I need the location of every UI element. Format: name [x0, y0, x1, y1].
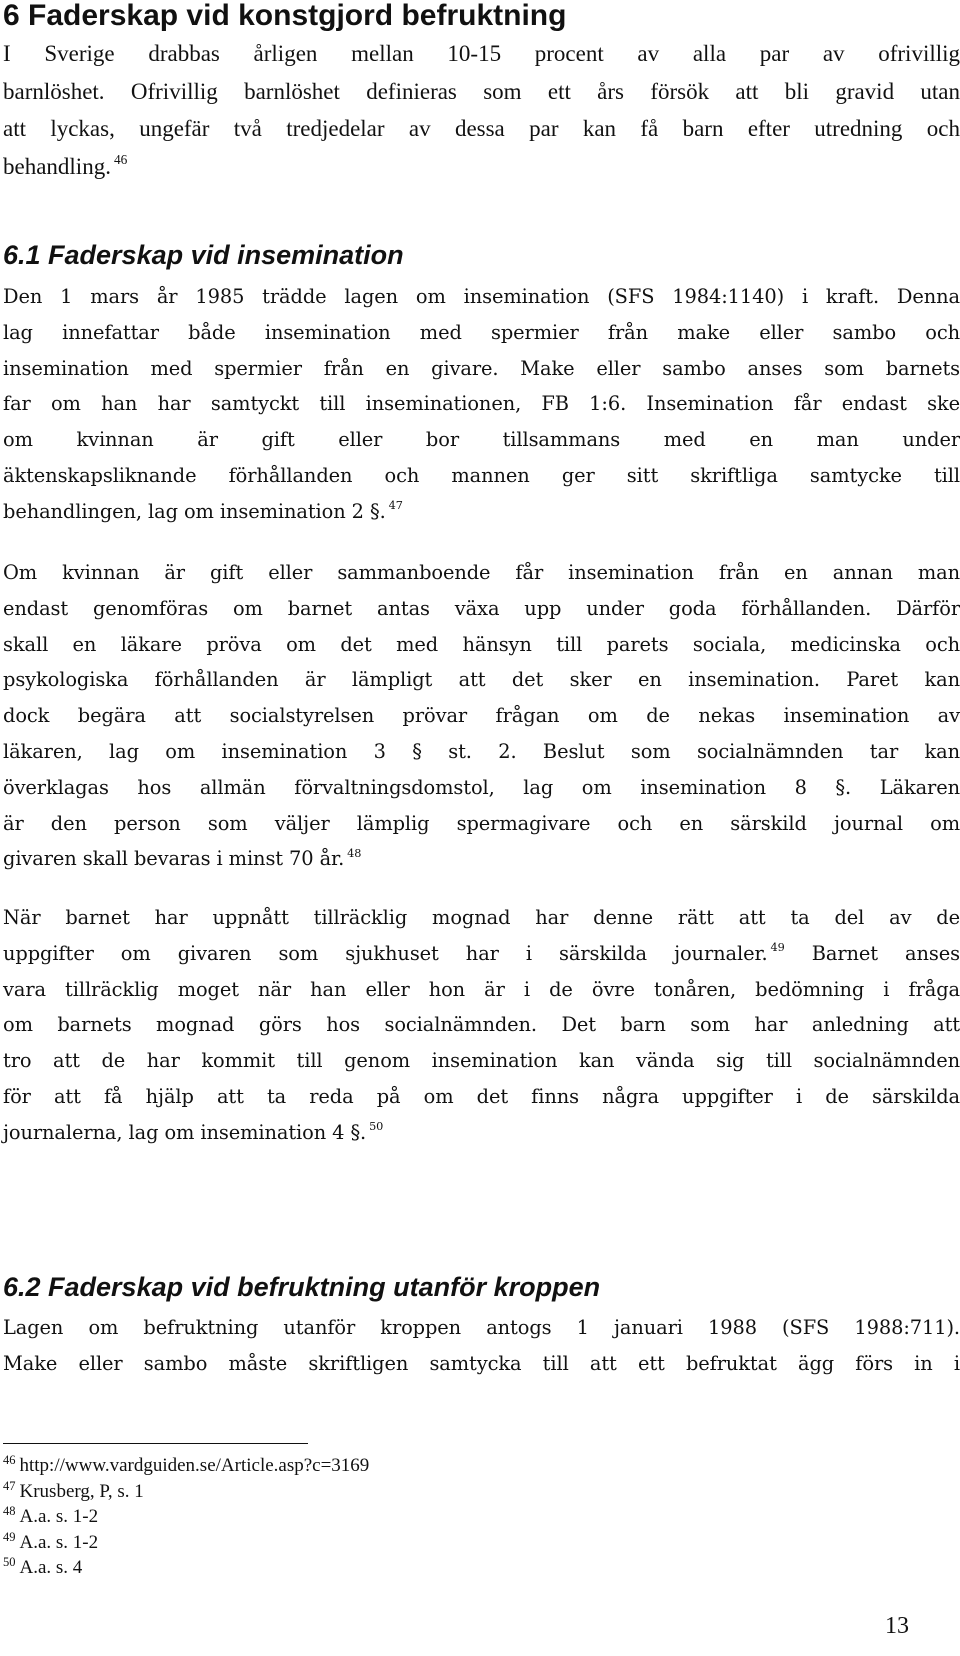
text-line: psykologiska förhållanden är lämpligt att det sker en insemination. Paret kan: [3, 668, 960, 692]
text-line: dock begära att socialstyrelsen prövar frågan om de nekas insemination av: [3, 704, 960, 728]
text-line: [3, 1115, 960, 1151]
text-line: äktenskapsliknande förhållanden och mannen ger sitt skriftliga samtycke till: [3, 463, 960, 487]
footnote-number: 49: [3, 1529, 16, 1544]
footnote-reference: 48: [347, 846, 362, 860]
text-line: [3, 841, 960, 877]
section-heading-6-2: 6.2 Faderskap vid befruktning utanför kroppen: [3, 1272, 601, 1302]
footnote-reference: 47: [388, 499, 403, 513]
text-line: Den 1 mars år 1985 trädde lagen om insemination (SFS 1984:1140) i kraft. Denna: [3, 285, 960, 308]
text-line: [3, 148, 960, 186]
footnote-text: http://www.vardguiden.se/Article.asp?c=3169: [19, 1455, 370, 1476]
text-line: I Sverige drabbas årligen mellan 10-15 procent av alla par av ofrivillig: [3, 41, 960, 66]
footnote: [3, 1504, 369, 1530]
text-line: om kvinnan är gift eller bor tillsammans med en man under: [3, 428, 960, 452]
footnote: [3, 1453, 369, 1479]
text-line: insemination med spermier från en givare. Make eller sambo anses som barnets: [3, 356, 960, 380]
intro-paragraph: [3, 35, 960, 185]
text-line: endast genomföras om barnet antas växa upp under goda förhållanden. Därför: [3, 596, 960, 620]
text-line: läkaren, lag om insemination 3 § st. 2. Beslut som socialnämnden tar kan: [3, 739, 960, 763]
chapter-heading: 6 Faderskap vid konstgjord befruktning: [3, 0, 567, 32]
text-line: om barnets mognad görs hos socialnämnden. Det barn som har anledning att: [3, 1013, 960, 1037]
footnote: [3, 1479, 369, 1505]
footnote-number: 50: [3, 1555, 16, 1569]
section-heading-6-1: 6.1 Faderskap vid insemination: [3, 240, 404, 270]
text-line: far om han har samtyckt till inseminationen, FB 1:6. Insemination får endast ske: [3, 392, 960, 416]
footnote-text: A.a. s. 1-2: [19, 1506, 99, 1527]
text-line-content: givaren skall bevaras i minst 70 år.: [3, 847, 345, 871]
footnote-reference: 50: [369, 1120, 384, 1134]
text-line: Om kvinnan är gift eller sammanboende får insemination från en annan man: [3, 561, 960, 584]
text-line-start: uppgifter om givaren som sjukhuset har i särskilda journaler.: [3, 941, 768, 965]
footnote: [3, 1555, 369, 1581]
footnotes: [3, 1453, 369, 1581]
text-line-content: behandling.: [3, 153, 111, 179]
insemination-paragraph-3: [3, 900, 960, 1151]
footnote-text: Krusberg, P, s. 1: [19, 1480, 144, 1502]
page-number: 13: [885, 1613, 909, 1639]
footnote-text: A.a. s. 4: [19, 1557, 83, 1578]
text-line-content: journalerna, lag om insemination 4 §.: [3, 1120, 367, 1144]
text-line: [3, 494, 960, 530]
footnote-number: 48: [3, 1504, 16, 1518]
text-line: tro att de har kommit till genom insemination kan vända sig till socialnämnden: [3, 1049, 960, 1073]
text-line: Make eller sambo måste skriftligen samtycka till att ett befruktat ägg förs in i: [3, 1351, 960, 1375]
text-line: överklagas hos allmän förvaltningsdomstol, lag om insemination 8 §. Läkaren: [3, 775, 960, 799]
text-line: vara tillräcklig moget när han eller hon är i de övre tonåren, bedömning i fråga: [3, 977, 960, 1001]
text-line: för att få hjälp att ta reda på om det finns några uppgifter i de särskilda: [3, 1084, 960, 1108]
text-line: [3, 936, 960, 972]
footnote: [3, 1530, 369, 1556]
text-line: lag innefattar både insemination med spermier från make eller sambo och: [3, 320, 960, 344]
text-line-end: Barnet anses: [811, 941, 960, 965]
insemination-paragraph-1: [3, 279, 960, 530]
text-line: Lagen om befruktning utanför kroppen antogs 1 januari 1988 (SFS 1988:711).: [3, 1316, 960, 1339]
text-line: är den person som väljer lämplig spermagivare och en särskild journal om: [3, 811, 960, 835]
text-line-content: behandlingen, lag om insemination 2 §.: [3, 499, 386, 523]
text-line: När barnet har uppnått tillräcklig mognad har denne rätt att ta del av de: [3, 906, 960, 929]
text-line: att lyckas, ungefär två tredjedelar av dessa par kan få barn efter utredning och: [3, 116, 960, 141]
footnote-text: A.a. s. 1-2: [19, 1531, 99, 1553]
text-line-content: [3, 942, 785, 965]
ivf-paragraph: [3, 1310, 960, 1382]
footnote-reference: 46: [113, 151, 128, 167]
footnote-number: 46: [3, 1453, 16, 1467]
insemination-paragraph-2: [3, 555, 960, 877]
text-line: barnlöshet. Ofrivillig barnlöshet definieras som ett års försök att bli gravid utan: [3, 78, 960, 104]
footnote-reference: 49: [770, 941, 785, 955]
footnote-separator: [3, 1443, 308, 1444]
footnote-number: 47: [3, 1478, 16, 1493]
text-line: skall en läkare pröva om det med hänsyn till parets sociala, medicinska och: [3, 632, 960, 656]
